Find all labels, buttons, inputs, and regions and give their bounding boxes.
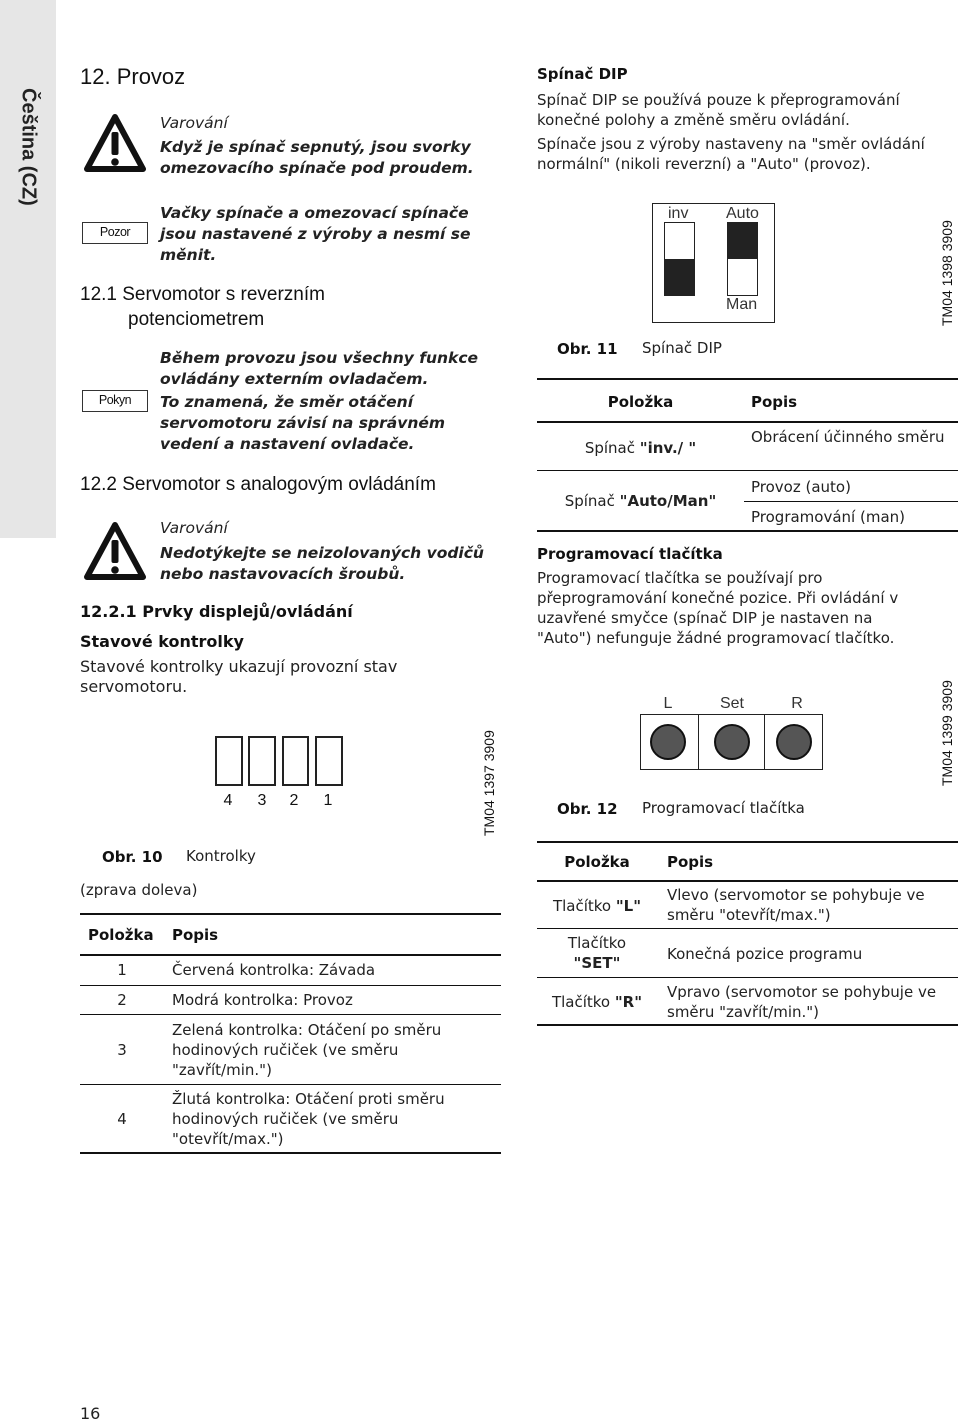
lamp-label: 3 xyxy=(257,792,267,809)
table2-row-desc: Provoz (auto) xyxy=(751,478,851,496)
table1-header-rule xyxy=(80,954,501,956)
figure-caption: Programovací tlačítka xyxy=(642,799,805,817)
table3-row-rule xyxy=(537,977,958,978)
prog-text: Programovací tlačítka se používají pro přeprogramování konečné pozice. Při ovládání v uzavřené smyčce (spínač DIP je nastaven na "Auto") nefunguje žádné programovací tlačítko. xyxy=(537,569,899,647)
table1-row-desc: Žlutá kontrolka: Otáčení proti směru hodinových ručiček (ve směru "otevřít/max.") xyxy=(172,1090,445,1148)
indicator-lamp-3 xyxy=(248,736,276,786)
section-title: 12. Provoz xyxy=(80,64,186,89)
table3-top-rule xyxy=(537,841,958,843)
dip-text1: Spínač DIP se používá pouze k přeprogramování konečné polohy a změně směru ovládání. xyxy=(537,91,900,129)
table2-row-item-name: "Auto/Man" xyxy=(619,492,717,510)
table2-row-item xyxy=(537,438,744,458)
figure-note: (zprava doleva) xyxy=(80,881,198,899)
table1-row-rule xyxy=(80,1014,501,1015)
dip-text2: Spínače jsou z výroby nastaveny na "směr ovládání normální" (nikoli reverzní) a "Auto" (provoz). xyxy=(537,135,925,173)
table1-bottom-rule xyxy=(80,1152,501,1154)
table3-row-item-prefix: Tlačítko xyxy=(552,897,616,915)
figure-number: Obr. 12 xyxy=(557,800,618,818)
table3-row-item-prefix: Tlačítko xyxy=(567,934,627,952)
table2-header-rule xyxy=(537,421,958,423)
table3-row-rule xyxy=(537,928,958,929)
figure-code: TM04 1399 3909 xyxy=(939,680,955,786)
table2-row-item-name: "inv./ " xyxy=(639,439,697,457)
table2-header-item: Položka xyxy=(607,393,674,411)
table2-row-rule xyxy=(537,470,958,471)
table1-row-item: 2 xyxy=(117,991,127,1009)
note-text2: To znamená, že směr otáčení servomotoru závisí na správném vedení a nastavení ovladače. xyxy=(160,393,446,453)
status-text: Stavové kontrolky ukazují provozní stav servomotoru. xyxy=(80,657,398,696)
warning-triangle-icon xyxy=(82,112,148,174)
table1-row-desc: Modrá kontrolka: Provoz xyxy=(172,991,353,1009)
table3-row-item xyxy=(537,933,657,973)
subsection-title-12-1-line1: 12.1 Servomotor s reverzním xyxy=(80,284,325,305)
page-number: 16 xyxy=(80,1404,101,1423)
table1-row-rule xyxy=(80,985,501,986)
table3-bottom-rule xyxy=(537,1024,958,1026)
table3-row-desc: Konečná pozice programu xyxy=(667,945,863,963)
table3-row-item-name: "L" xyxy=(615,897,642,915)
dip-switch-auto-man[interactable] xyxy=(727,222,758,296)
table2-top-rule xyxy=(537,378,958,380)
table1-row-desc: Červená kontrolka: Závada xyxy=(172,961,376,979)
table1-row-item: 1 xyxy=(117,961,127,979)
button-l[interactable] xyxy=(650,724,686,760)
table2-row-item xyxy=(537,491,744,511)
status-heading: Stavové kontrolky xyxy=(80,632,244,651)
dip-switch-auto-man-knob xyxy=(728,223,757,259)
table2-sub-rule xyxy=(744,501,958,502)
figure-code: TM04 1397 3909 xyxy=(481,730,497,836)
table2-row-desc: Programování (man) xyxy=(751,508,905,526)
lamp-label: 2 xyxy=(289,792,299,809)
dip-label-man: Man xyxy=(726,296,758,313)
subsection-title-12-1-line2: potenciometrem xyxy=(128,309,265,330)
warning2-title: Varování xyxy=(160,519,228,537)
table3-header-desc: Popis xyxy=(667,853,714,871)
lamp-label: 4 xyxy=(223,792,233,809)
table1-row-desc: Zelená kontrolka: Otáčení po směru hodinových ručiček (ve směru "zavřít/min.") xyxy=(172,1021,442,1079)
dip-switch-inv-knob xyxy=(665,259,694,295)
table2-bottom-rule xyxy=(537,530,958,532)
table1-row-item: 4 xyxy=(117,1110,127,1128)
table3-row-item xyxy=(537,992,657,1012)
table3-row-item xyxy=(537,896,657,916)
dip-heading: Spínač DIP xyxy=(537,65,628,83)
indicator-lamp-2 xyxy=(282,736,309,786)
lamp-label: 1 xyxy=(323,792,333,809)
table1-top-rule xyxy=(80,913,501,915)
table1-row-rule xyxy=(80,1084,501,1085)
table3-header-rule xyxy=(537,880,958,882)
button-set[interactable] xyxy=(714,724,750,760)
indicator-lamp-4 xyxy=(215,736,243,786)
warning2-text: Nedotýkejte se neizolovaných vodičů nebo nastavovacích šroubů. xyxy=(160,544,484,583)
button-r[interactable] xyxy=(776,724,812,760)
table1-header-item: Položka xyxy=(88,926,154,944)
figure-code: TM04 1398 3909 xyxy=(939,220,955,326)
language-tab xyxy=(0,0,56,538)
table3-row-desc: Vlevo (servomotor se pohybuje ve směru "otevřít/max.") xyxy=(667,886,925,924)
table3-row-item-prefix: Tlačítko xyxy=(551,993,615,1011)
table3-row-item-name: "SET" xyxy=(573,954,621,972)
dip-label-auto: Auto xyxy=(726,205,759,222)
caution-text: Vačky spínače a omezovací spínače jsou nastavené z výroby a nesmí se měnit. xyxy=(160,204,471,264)
table1-row-item: 3 xyxy=(117,1041,127,1059)
dip-switch-inv[interactable] xyxy=(664,222,695,296)
button-label-set: Set xyxy=(719,695,744,712)
dip-label-inv: inv xyxy=(668,205,689,222)
language-tab-label: Čeština (CZ) xyxy=(17,88,40,206)
figure-number: Obr. 10 xyxy=(102,848,163,866)
caution-tag: Pozor xyxy=(82,222,148,244)
note-text1: Během provozu jsou všechny funkce ovládány externím ovladačem. xyxy=(160,349,479,388)
table2-row-item-prefix: Spínač xyxy=(564,492,620,510)
figure-caption: Kontrolky xyxy=(186,847,256,865)
table3-header-item: Položka xyxy=(564,853,630,871)
table2-row-item-prefix: Spínač xyxy=(584,439,640,457)
subsection-title-12-2: 12.2 Servomotor s analogovým ovládáním xyxy=(80,474,436,495)
warning-triangle-icon xyxy=(82,520,148,582)
button-label-r: R xyxy=(791,695,803,712)
subsection-title-12-1 xyxy=(80,282,325,332)
warning1-text: Když je spínač sepnutý, jsou svorky omezovacího spínače pod proudem. xyxy=(160,138,474,177)
indicator-lamp-1 xyxy=(315,736,343,786)
table3-row-desc: Vpravo (servomotor se pohybuje ve směru "zavřít/min.") xyxy=(667,983,937,1021)
table2-row-desc: Obrácení účinného směru xyxy=(751,428,945,446)
note-tag: Pokyn xyxy=(82,390,148,412)
subsection-title-12-2-1: 12.2.1 Prvky displejů/ovládání xyxy=(80,602,353,621)
button-label-l: L xyxy=(663,695,673,712)
table2-header-desc: Popis xyxy=(751,393,798,411)
table3-row-item-name: "R" xyxy=(614,993,643,1011)
prog-heading: Programovací tlačítka xyxy=(537,545,723,563)
table1-header-desc: Popis xyxy=(172,926,219,944)
figure-caption: Spínač DIP xyxy=(642,339,722,357)
warning1-title: Varování xyxy=(160,114,228,132)
figure-number: Obr. 11 xyxy=(557,340,618,358)
